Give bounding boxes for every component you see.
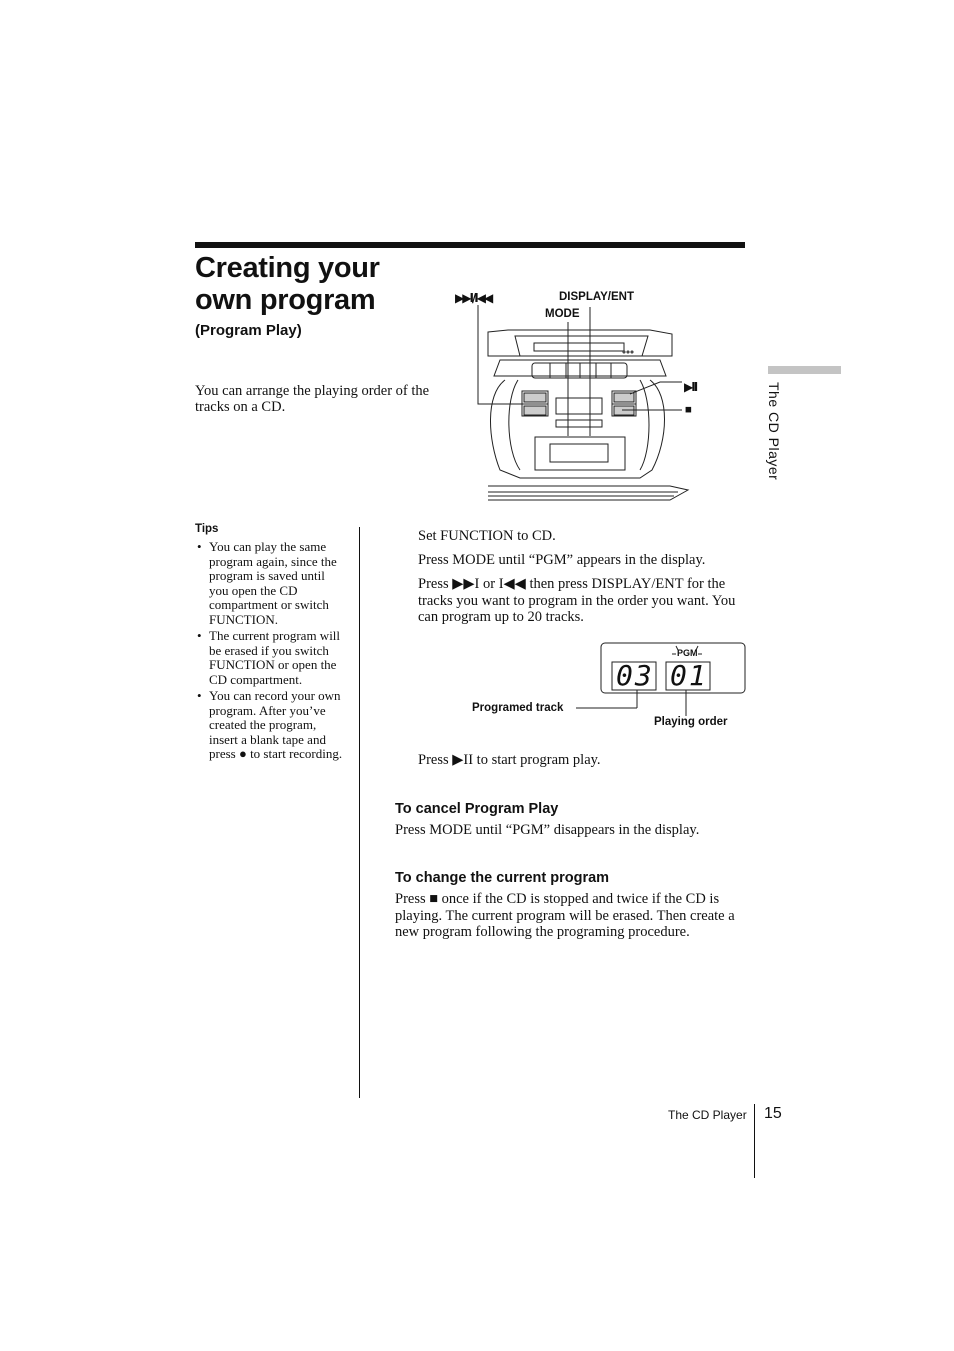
step-3: Press ▶▶I or I◀◀ then press DISPLAY/ENT for the tracks you want to program in the order you want. You can program up to 20 tracks. bbox=[418, 576, 736, 625]
programmed-track-number: 03 bbox=[616, 659, 654, 692]
tips-heading: Tips bbox=[195, 523, 219, 535]
top-rule bbox=[195, 242, 745, 248]
cancel-heading: To cancel Program Play bbox=[395, 801, 559, 817]
title-line-2: own program bbox=[195, 284, 376, 316]
play-pause-label: ▶II bbox=[684, 380, 697, 394]
change-heading: To change the current program bbox=[395, 870, 610, 886]
step-2: Press MODE until “PGM” appears in the display. bbox=[418, 552, 706, 568]
cd-player-illustration bbox=[440, 285, 720, 505]
tips-list bbox=[195, 540, 345, 764]
page-number: 15 bbox=[764, 1105, 782, 1122]
playing-order-label: Playing order bbox=[654, 716, 728, 728]
tip-item: • The current program will be erased if you switch FUNCTION or open the CD compartment. bbox=[197, 628, 341, 687]
step-1: Set FUNCTION to CD. bbox=[418, 528, 556, 544]
intro-text: You can arrange the playing order of the tracks on a CD. bbox=[195, 383, 430, 415]
footer-rule bbox=[754, 1104, 755, 1178]
tip-item: • You can record your own program. After you’ve created the program, insert a blank tape and press ● to start recording. bbox=[197, 688, 343, 761]
side-tab-bar bbox=[768, 366, 841, 374]
skip-buttons-label: ▶▶I/I◀◀ bbox=[455, 291, 492, 305]
cancel-body: Press MODE until “PGM” disappears in the display. bbox=[395, 822, 700, 838]
programmed-track-label: Programed track bbox=[472, 702, 564, 714]
display-ent-label: DISPLAY/ENT bbox=[559, 291, 634, 303]
step-4: Press ▶II to start program play. bbox=[418, 752, 601, 768]
footer-section-name: The CD Player bbox=[668, 1108, 747, 1122]
column-divider bbox=[359, 527, 360, 1098]
mode-label: MODE bbox=[545, 308, 580, 320]
side-section-label: The CD Player bbox=[766, 382, 782, 481]
pgm-indicator: PGM bbox=[677, 648, 698, 658]
tip-item: • You can play the same program again, since the program is saved until you open the CD compartment or switch FUNCTION. bbox=[197, 539, 337, 627]
playing-order-number: 01 bbox=[670, 659, 708, 692]
page-title bbox=[195, 252, 380, 316]
page-subtitle: (Program Play) bbox=[195, 322, 302, 339]
title-line-1: Creating your bbox=[195, 252, 380, 284]
change-body: Press ■ once if the CD is stopped and twice if the CD is playing. The current program will be erased. Then create a new program following the programing procedure. bbox=[395, 891, 735, 940]
stop-label: ■ bbox=[685, 404, 692, 416]
